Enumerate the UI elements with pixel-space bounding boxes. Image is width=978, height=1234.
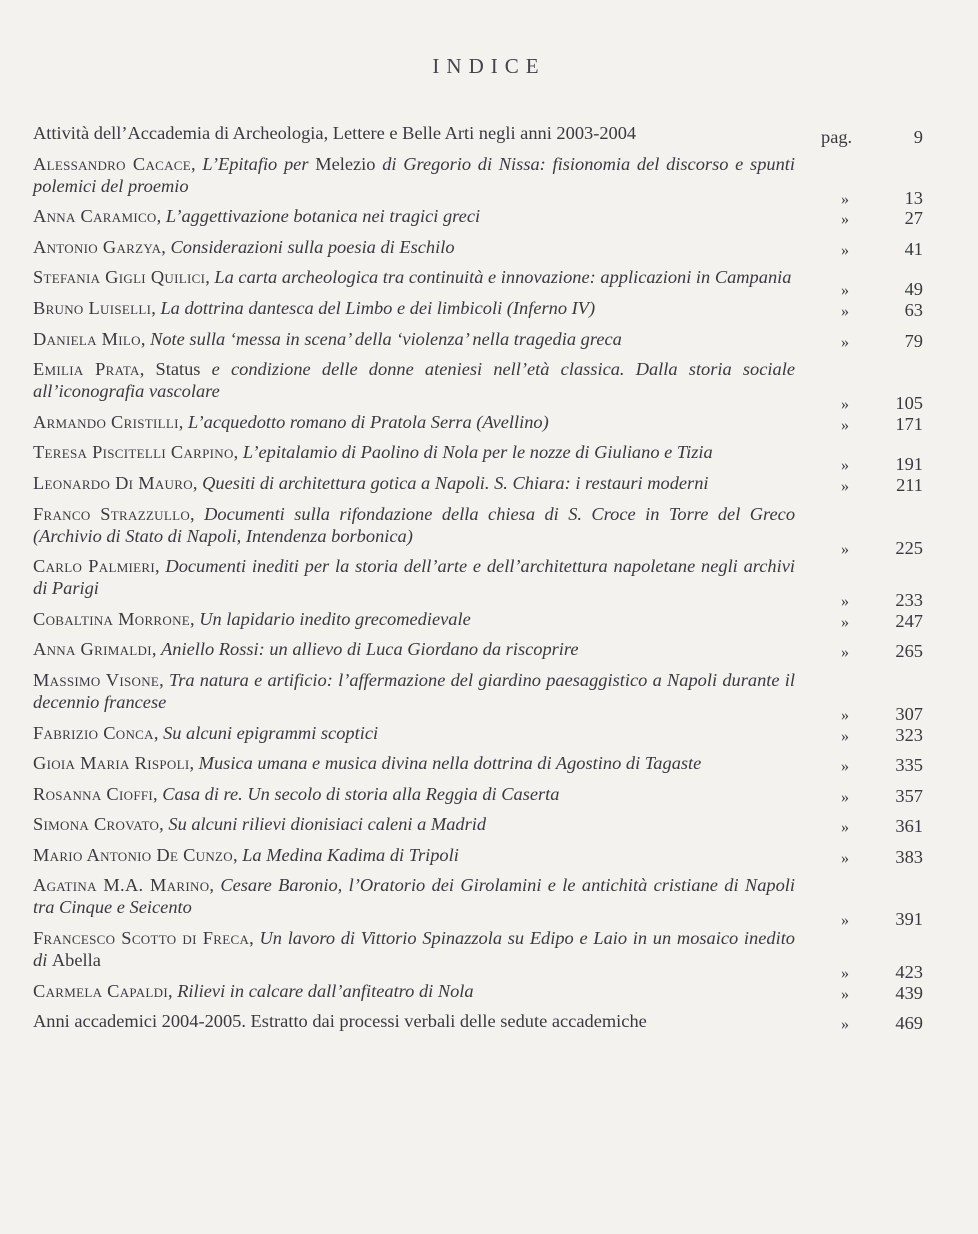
- toc-entry[interactable]: [33, 638, 923, 660]
- page-number: 41: [904, 238, 923, 259]
- page-ref: [841, 610, 923, 634]
- page-ref: [821, 126, 923, 148]
- marker: »: [841, 985, 849, 1003]
- title-part: Melezio: [315, 153, 376, 174]
- title: Su alcuni rilievi dionisiaci caleni a Madrid: [168, 814, 487, 835]
- author: Alessandro Cacace: [33, 153, 191, 174]
- toc-entry[interactable]: [33, 722, 923, 744]
- marker: »: [841, 644, 849, 662]
- marker: »: [841, 477, 849, 495]
- title: Un lavoro di Vittorio Spinazzola su Edipo e Laio in un mosaico inedito di: [33, 928, 796, 971]
- entry-text: Agatina M.A. Marino, Cesare Baronio, l’Oratorio dei Girolamini e le antichità cristiane di Napoli tra Cinque e Seicento: [33, 875, 795, 918]
- author: Leonardo Di Mauro: [33, 472, 193, 493]
- marker: »: [841, 965, 849, 983]
- page-ref: [841, 754, 923, 778]
- marker: »: [841, 1016, 849, 1034]
- title: Rilievi in calcare dall’anfiteatro di Nola: [177, 980, 474, 1001]
- toc-entry[interactable]: [33, 153, 923, 208]
- page-number: 391: [895, 909, 923, 930]
- title: Cesare Baronio, l’Oratorio dei Girolamini e le antichità cristiane di Napoli tra Cinque e Seicento: [33, 875, 795, 918]
- toc-entry[interactable]: [33, 813, 923, 835]
- author: Anna Caramico: [33, 206, 157, 227]
- marker: »: [841, 758, 849, 776]
- page-ref: [841, 724, 923, 748]
- author: Rosanna Cioffi: [33, 783, 154, 804]
- marker: »: [841, 282, 849, 300]
- toc-entry[interactable]: [33, 1010, 923, 1032]
- entry-text: Daniela Milo, Note sulla ‘messa in scena’ della ‘violenza’ nella tragedia greca: [33, 328, 622, 349]
- title: La dottrina dantesca del Limbo e dei limbicoli (Inferno IV): [160, 297, 596, 318]
- author: Emilia Prata: [33, 359, 140, 380]
- toc-entry[interactable]: [33, 472, 923, 494]
- author: Fabrizio Conca: [33, 722, 154, 743]
- entry-text: Armando Cristilli, L’acquedotto romano di Pratola Serra (Avellino): [33, 411, 549, 432]
- toc-entry[interactable]: [33, 783, 923, 805]
- page-number: 335: [895, 755, 923, 776]
- page-number: 423: [895, 962, 923, 983]
- title: Su alcuni epigrammi scoptici: [163, 722, 379, 743]
- page-number: 439: [895, 982, 923, 1003]
- entry-text: Cobaltina Morrone, Un lapidario inedito grecomedievale: [33, 608, 471, 629]
- entry-text: Teresa Piscitelli Carpino, L’epitalamio di Paolino di Nola per le nozze di Giuliano e Tizia: [33, 442, 713, 463]
- page-ref: [841, 413, 923, 437]
- title: Note sulla ‘messa in scena’ della ‘violenza’ nella tragedia greca: [150, 328, 622, 349]
- page-number: 225: [895, 537, 923, 558]
- title: Documenti sulla rifondazione della chiesa di S. Croce in Torre del Greco (Archivio di Stato di Napoli, Intendenza borbonica): [33, 503, 796, 546]
- page-number: 357: [895, 785, 923, 806]
- page-ref: [841, 815, 923, 839]
- page-number: 211: [896, 474, 923, 495]
- title: Un lapidario inedito grecomedievale: [199, 608, 471, 629]
- toc-entry[interactable]: [33, 328, 923, 350]
- author: Agatina M.A. Marino: [33, 875, 210, 896]
- entry-text: Emilia Prata, Status e condizione delle donne ateniesi nell’età classica. Dalla storia sociale all’iconografia vascolare: [33, 359, 795, 402]
- entry-text: Anna Caramico, L’aggettivazione botanica nei tragici greci: [33, 206, 481, 227]
- title-part: Abella: [51, 950, 101, 971]
- marker: »: [841, 190, 849, 208]
- toc-entry[interactable]: [33, 980, 923, 1002]
- title: La Medina Kadima di Tripoli: [242, 844, 459, 865]
- page-ref: [841, 474, 923, 498]
- marker: »: [841, 333, 849, 351]
- entry-text: Carlo Palmieri, Documenti inediti per la storia dell’arte e dell’architettura napoletane negli archivi di Parigi: [33, 556, 795, 599]
- author: Carlo Palmieri: [33, 556, 156, 577]
- author: Cobaltina Morrone: [33, 608, 191, 629]
- page-ref: [841, 640, 923, 664]
- page-number: 171: [895, 413, 923, 434]
- toc-entry[interactable]: [33, 608, 923, 630]
- author: Antonio Garzya: [33, 236, 162, 257]
- entry-text: Bruno Luiselli, La dottrina dantesca del Limbo e dei limbicoli (Inferno IV): [33, 297, 596, 318]
- title: Considerazioni sulla poesia di Eschilo: [170, 236, 455, 257]
- page-title: INDICE: [432, 54, 546, 78]
- author: Gioia Maria Rispoli: [33, 753, 190, 774]
- entry-text: Antonio Garzya, Considerazioni sulla poesia di Eschilo: [33, 236, 455, 257]
- marker: »: [841, 396, 849, 414]
- entry-text: Rosanna Cioffi, Casa di re. Un secolo di storia alla Reggia di Caserta: [33, 783, 560, 804]
- title: L’aggettivazione botanica nei tragici greci: [165, 206, 481, 227]
- page-number: 63: [904, 299, 923, 320]
- title: Casa di re. Un secolo di storia alla Reggia di Caserta: [162, 783, 560, 804]
- entry-text: Fabrizio Conca, Su alcuni epigrammi scoptici: [33, 722, 379, 743]
- entry-text: Mario Antonio De Cunzo, La Medina Kadima di Tripoli: [33, 844, 459, 865]
- marker: »: [841, 416, 849, 434]
- toc-entry[interactable]: [33, 669, 923, 724]
- page-number: 361: [895, 816, 923, 837]
- title: Tra natura e artificio: l’affermazione del giardino paesaggistico a Napoli durante il decennio francese: [33, 669, 795, 712]
- entry-text: Stefania Gigli Quilici, La carta archeologica tra continuità e innovazione: applicazioni in Campania: [33, 267, 792, 288]
- entry-text: Leonardo Di Mauro, Quesiti di architettura gotica a Napoli. S. Chiara: i restauri moderni: [33, 472, 709, 493]
- author: Anna Grimaldi: [33, 639, 152, 660]
- marker: »: [841, 727, 849, 745]
- toc-entry[interactable]: [33, 844, 923, 866]
- toc-entry[interactable]: [33, 266, 923, 300]
- entry-text: Gioia Maria Rispoli, Musica umana e musica divina nella dottrina di Agostino di Tagaste: [33, 753, 702, 774]
- entry-text: Alessandro Cacace, L’Epitafio per Melezio di Gregorio di Nissa: fisionomia del discorso e spunti polemici del proemio: [33, 153, 795, 196]
- toc-entry[interactable]: [33, 411, 923, 433]
- author: Massimo Visone: [33, 669, 160, 690]
- page-number: 9: [913, 127, 923, 147]
- entry-text: Anna Grimaldi, Aniello Rossi: un allievo di Luca Giordano da riscoprire: [33, 639, 579, 660]
- toc-entry[interactable]: [33, 122, 923, 147]
- entry-text: [33, 1010, 813, 1032]
- marker: »: [841, 302, 849, 320]
- toc-entry[interactable]: [33, 555, 923, 611]
- page-number: 233: [895, 590, 923, 611]
- entry-text: Franco Strazzullo, Documenti sulla rifondazione della chiesa di S. Croce in Torre del Greco (Archivio di Stato di Napoli, Intendenza borbonica): [33, 503, 796, 546]
- author: Simona Crovato: [33, 814, 160, 835]
- page-number: 13: [904, 187, 923, 208]
- marker: »: [841, 912, 849, 930]
- marker: »: [841, 211, 849, 229]
- title: La carta archeologica tra continuità e innovazione: applicazioni in Campania: [214, 267, 792, 288]
- marker: »: [841, 706, 849, 724]
- page-number: 49: [904, 279, 923, 300]
- page-number: 383: [895, 846, 923, 867]
- marker: »: [841, 613, 849, 631]
- author: Carmela Capaldi: [33, 980, 168, 1001]
- page-ref: [841, 299, 923, 323]
- entry-plain: Attività dell’Accademia di Archeologia, Lettere e Belle Arti negli anni 2003-2004: [33, 123, 637, 143]
- title: L’acquedotto romano di Pratola Serra (Avellino): [187, 411, 549, 432]
- page-ref: [841, 846, 923, 870]
- page-number: 79: [904, 330, 923, 351]
- toc-entry[interactable]: [33, 297, 923, 319]
- marker: »: [841, 788, 849, 806]
- author: Bruno Luiselli: [33, 297, 152, 318]
- marker: »: [841, 819, 849, 837]
- marker: »: [841, 241, 849, 259]
- page-number: 265: [895, 641, 923, 662]
- page-number: 307: [895, 703, 923, 724]
- author: Armando Cristilli: [33, 411, 179, 432]
- author: Stefania Gigli Quilici: [33, 267, 206, 288]
- page-number: 191: [895, 454, 923, 475]
- toc-entry[interactable]: [33, 236, 923, 258]
- page-ref: [841, 1012, 923, 1036]
- entry-text: Simona Crovato, Su alcuni rilievi dionisiaci caleni a Madrid: [33, 814, 487, 835]
- title: Documenti inediti per la storia dell’arte e dell’architettura napoletane negli archivi di Parigi: [33, 556, 795, 599]
- toc-entry[interactable]: [33, 874, 923, 930]
- page-number: 105: [895, 393, 923, 414]
- page-number: 27: [904, 208, 923, 229]
- title: Quesiti di architettura gotica a Napoli. S. Chiara: i restauri moderni: [202, 472, 709, 493]
- toc-entry[interactable]: [33, 927, 923, 983]
- marker: »: [841, 457, 849, 475]
- title: Aniello Rossi: un allievo di Luca Giordano da riscoprire: [161, 639, 579, 660]
- title-part: di Gregorio di Nissa: fisionomia del discorso e spunti polemici del proemio: [33, 153, 795, 196]
- entry-text: Massimo Visone, Tra natura e artificio: l’affermazione del giardino paesaggistico a Napoli durante il decennio francese: [33, 669, 795, 712]
- title: L’epitalamio di Paolino di Nola per le nozze di Giuliano e Tizia: [242, 442, 713, 463]
- title: e condizione delle donne ateniesi nell’età classica. Dalla storia sociale all’iconografia vascolare: [33, 359, 795, 402]
- page-ref: [841, 785, 923, 809]
- author: Franco Strazzullo: [33, 503, 191, 524]
- page-ref: [841, 207, 923, 231]
- page-ref: [841, 330, 923, 354]
- toc-entry[interactable]: [33, 503, 923, 558]
- table-of-contents: [33, 122, 923, 1041]
- author: Francesco Scotto di Freca: [33, 928, 250, 949]
- toc-entry[interactable]: [33, 205, 923, 227]
- toc-entry[interactable]: [33, 358, 923, 414]
- title-part: Status: [155, 359, 201, 380]
- page-number: 323: [895, 724, 923, 745]
- page-number: 469: [895, 1013, 923, 1034]
- entry-plain: Anni accademici 2004-2005. Estratto dai processi verbali delle sedute accademiche: [33, 1011, 647, 1032]
- toc-entry[interactable]: [33, 752, 923, 774]
- author: Teresa Piscitelli Carpino: [33, 442, 234, 463]
- page-ref: [841, 982, 923, 1006]
- pag-label: pag.: [821, 127, 853, 147]
- entry-text: [33, 122, 813, 144]
- page-ref: [841, 238, 923, 262]
- page-number: 247: [895, 610, 923, 631]
- author: Mario Antonio De Cunzo: [33, 844, 233, 865]
- author: Daniela Milo: [33, 328, 141, 349]
- toc-entry[interactable]: [33, 441, 923, 475]
- title-part: L’Epitafio per: [202, 153, 316, 174]
- entry-text: Francesco Scotto di Freca, Un lavoro di Vittorio Spinazzola su Edipo e Laio in un mosaico inedito di Abella: [33, 928, 796, 971]
- marker: »: [841, 540, 849, 558]
- marker: »: [841, 593, 849, 611]
- marker: »: [841, 849, 849, 867]
- title: Musica umana e musica divina nella dottrina di Agostino di Tagaste: [198, 753, 702, 774]
- entry-text: Carmela Capaldi, Rilievi in calcare dall’anfiteatro di Nola: [33, 980, 474, 1001]
